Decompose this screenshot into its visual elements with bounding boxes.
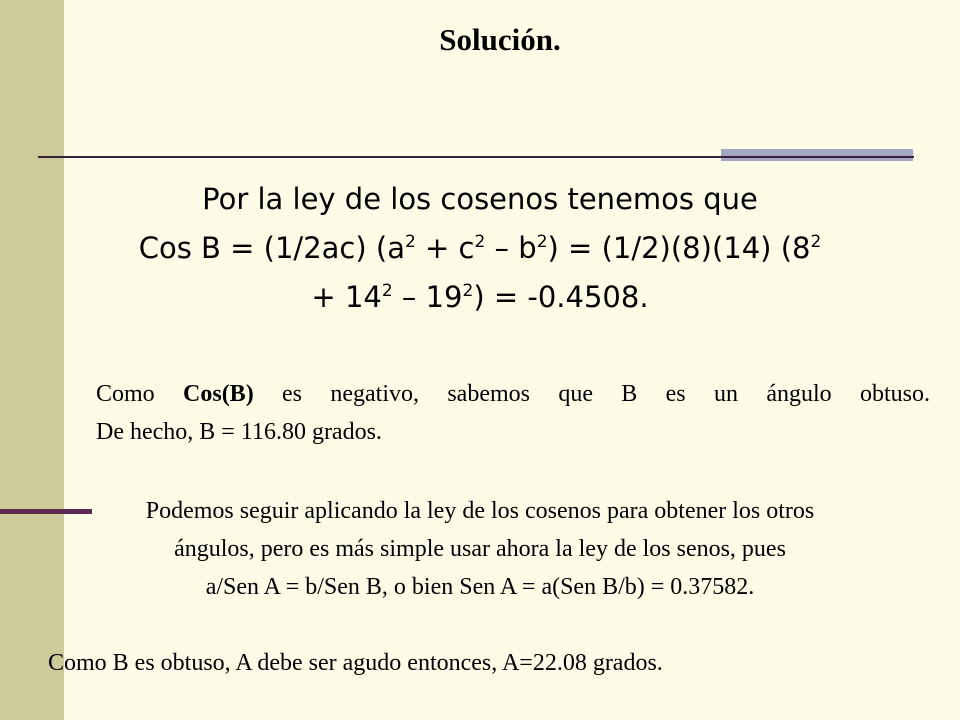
sine-line-1: Podemos seguir aplicando la ley de los cosenos para obtener los otros [145, 498, 815, 524]
formula-line-1: Cos B = (1/2ac) $(a^2 + c^2 - b^2) = (1/2)(8)(14)$ ($8^2$ [138, 231, 822, 265]
title-divider [38, 156, 914, 158]
slide-title: Solución. [439, 22, 561, 57]
sine-line-3: a/Sen A = b/Sen B, o bien Sen A = a(Sen B/b) = 0.37582. [205, 574, 755, 600]
intro-line: Por la ley de los cosenos tenemos que [202, 182, 758, 216]
conclusion-line: Como B es obtuso, A debe ser agudo entonces, A=22.08 grados. [48, 650, 663, 676]
formula-line-2: + $14^2 - 19^2) = -0.4508$. [311, 280, 649, 314]
sine-law-paragraph [20, 492, 940, 606]
cosine-law-block [70, 175, 890, 322]
left-decorative-bar [0, 0, 64, 720]
obtuse-line-1: Como Cos(B) es negativo, sabemos que B es un ángulo obtuso. [96, 381, 930, 407]
divider-gray-accent [721, 149, 913, 161]
obtuse-line-2: De hecho, B = 116.80 grados. [96, 419, 382, 445]
sine-line-2: ángulos, pero es más simple usar ahora la ley de los senos, pues [174, 536, 786, 562]
obtuse-explanation [96, 375, 930, 451]
